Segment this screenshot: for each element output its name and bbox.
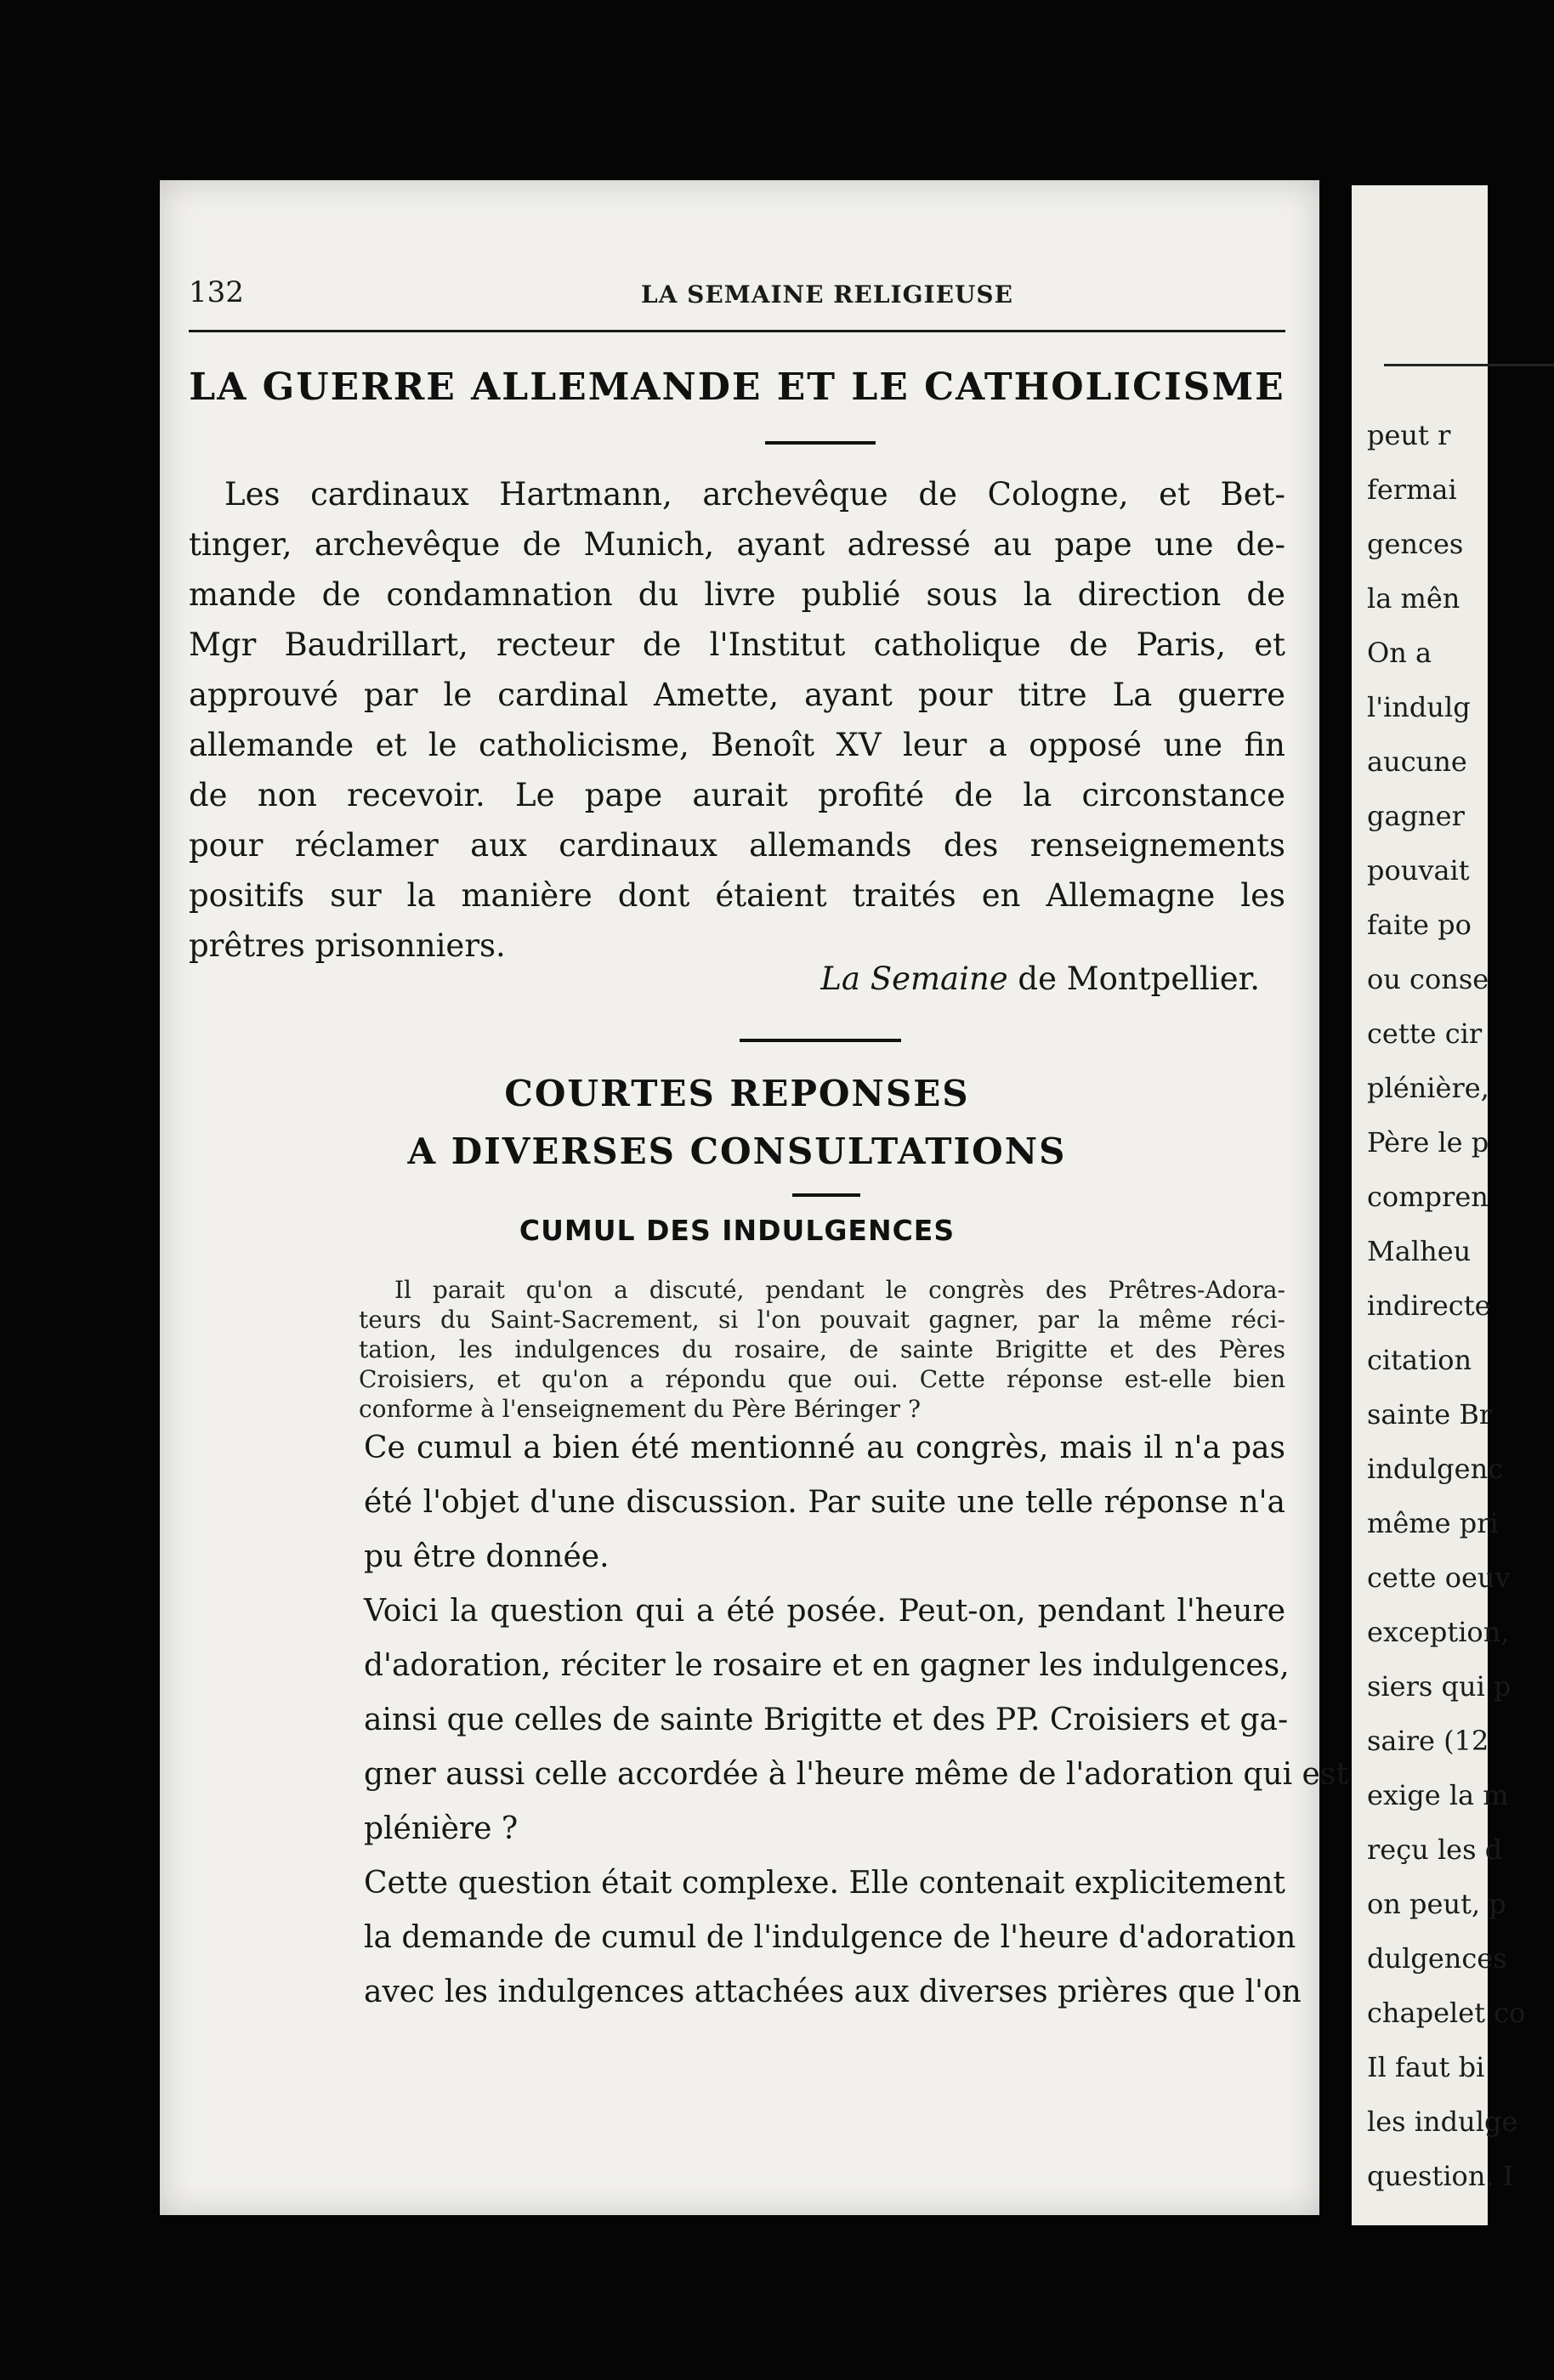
answer-line: d'adoration, réciter le rosaire et en gagner les indulgences,	[364, 1648, 1290, 1683]
answer-paragraph	[364, 1421, 1285, 1584]
facing-page-text	[1367, 408, 1525, 2203]
facing-line: on peut, p	[1367, 1888, 1506, 1920]
text-line: allemande et le catholicisme, Benoît XV leur a opposé une fin	[189, 727, 1285, 763]
answer-paragraph	[364, 1856, 1302, 2020]
facing-line: dulgences	[1367, 1942, 1507, 1975]
facing-line: sainte Br	[1367, 1398, 1493, 1431]
facing-page-fragment	[1352, 185, 1526, 2225]
text-line: tinger, archevêque de Munich, ayant adressé au pape une de-	[189, 526, 1285, 563]
answer-line: Voici la question qui a été posée. Peut-on, pendant l'heure	[364, 1594, 1285, 1629]
facing-line: citation	[1367, 1344, 1472, 1376]
section-subtitle: CUMUL DES INDULGENCES	[519, 1214, 956, 1247]
question-line: Il parait qu'on a discuté, pendant le congrès des Prêtres-Adora-	[394, 1276, 1285, 1304]
question-line: Croisiers, et qu'on a répondu que oui. Cette réponse est-elle bien	[359, 1365, 1285, 1393]
answer-line: Cette question était complexe. Elle contenait explicitement	[364, 1866, 1285, 1901]
answer-line: avec les indulgences attachées aux diverses prières que l'on	[364, 1975, 1302, 2009]
answer-line: été l'objet d'une discussion. Par suite une telle réponse n'a	[364, 1485, 1285, 1520]
page-header	[189, 269, 1285, 320]
facing-line: les indulge	[1367, 2105, 1518, 2138]
page-number: 132	[189, 275, 244, 309]
facing-line: exige la m	[1367, 1779, 1509, 1811]
facing-line: l'indulg	[1367, 691, 1471, 723]
facing-line: cette oeuv	[1367, 1561, 1511, 1594]
answer-line: gner aussi celle accordée à l'heure même de l'adoration qui est	[364, 1757, 1348, 1792]
section-title-line1: COURTES REPONSES	[504, 1073, 970, 1114]
answer-line: Ce cumul a bien été mentionné au congrès, mais il n'a pas	[364, 1431, 1285, 1465]
header-rule	[189, 330, 1285, 332]
answer-line: pu être donnée.	[364, 1539, 610, 1574]
text-line: approuvé par le cardinal Amette, ayant pour titre La guerre	[189, 677, 1285, 713]
answer-line: ainsi que celles de sainte Brigitte et des PP. Croisiers et ga-	[364, 1703, 1289, 1737]
section-separator	[740, 1039, 901, 1042]
question-line: teurs du Saint-Sacrement, si l'on pouvait gagner, par la même réci-	[359, 1306, 1285, 1334]
facing-line: cette cir	[1367, 1017, 1483, 1050]
article-body-guerre	[189, 469, 1285, 971]
text-line: pour réclamer aux cardinaux allemands des renseignements	[189, 827, 1285, 864]
text-line: mande de condamnation du livre publié sous la direction de	[189, 576, 1285, 613]
facing-line: même pri	[1367, 1507, 1499, 1539]
facing-line: fermai	[1367, 473, 1457, 506]
facing-line: aucune	[1367, 745, 1467, 778]
text-line: prêtres prisonniers.	[189, 927, 506, 964]
facing-line: gagner	[1367, 800, 1465, 832]
facing-line: Malheu	[1367, 1235, 1472, 1267]
facing-line: siers qui p	[1367, 1670, 1511, 1703]
facing-line: plénière,	[1367, 1072, 1489, 1104]
subtitle-separator	[792, 1193, 860, 1197]
source-rest: de Montpellier.	[1007, 960, 1260, 997]
answer-line: la demande de cumul de l'indulgence de l'heure d'adoration	[364, 1920, 1296, 1955]
answer-body	[364, 1421, 1348, 2020]
facing-line: la mên	[1367, 582, 1460, 615]
text-line: positifs sur la manière dont étaient traités en Allemagne les	[189, 877, 1285, 914]
text-line: Les cardinaux Hartmann, archevêque de Cologne, et Bet-	[224, 476, 1285, 513]
facing-line: indulgenc	[1367, 1453, 1504, 1485]
facing-line: indirecte	[1367, 1289, 1491, 1322]
facing-line: faite po	[1367, 909, 1472, 941]
facing-line: compren	[1367, 1181, 1489, 1213]
facing-line: On a	[1367, 637, 1432, 669]
facing-page-rule	[1384, 364, 1554, 366]
article-title-guerre: LA GUERRE ALLEMANDE ET LE CATHOLICISME	[189, 366, 1285, 409]
answer-line: plénière ?	[364, 1811, 519, 1846]
facing-line: reçu les d	[1367, 1833, 1503, 1866]
title-separator	[765, 441, 876, 445]
running-title: LA SEMAINE RELIGIEUSE	[641, 280, 1013, 309]
facing-line: question. I	[1367, 2160, 1514, 2192]
article-source	[189, 960, 1260, 997]
question-line: conforme à l'enseignement du Père Béringer ?	[359, 1395, 921, 1423]
facing-line: exception,	[1367, 1616, 1510, 1648]
reader-question	[359, 1275, 1285, 1424]
text-line: de non recevoir. Le pape aurait profité de la circonstance	[189, 777, 1285, 813]
text-line: Mgr Baudrillart, recteur de l'Institut catholique de Paris, et	[189, 626, 1285, 663]
source-italic: La Semaine	[820, 960, 1008, 997]
facing-line: gences	[1367, 528, 1464, 560]
facing-line: Père le p	[1367, 1126, 1489, 1159]
facing-line: pouvait	[1367, 854, 1470, 887]
facing-line: ou conse	[1367, 963, 1489, 995]
facing-line: chapelet co	[1367, 1997, 1526, 2029]
facing-line: Il faut bi	[1367, 2051, 1485, 2083]
section-title-line2: A DIVERSES CONSULTATIONS	[407, 1130, 1067, 1172]
answer-paragraph	[364, 1584, 1348, 1856]
facing-line: saire (12	[1367, 1725, 1489, 1757]
question-line: tation, les indulgences du rosaire, de sainte Brigitte et des Pères	[359, 1335, 1285, 1363]
facing-line: peut r	[1367, 419, 1451, 451]
